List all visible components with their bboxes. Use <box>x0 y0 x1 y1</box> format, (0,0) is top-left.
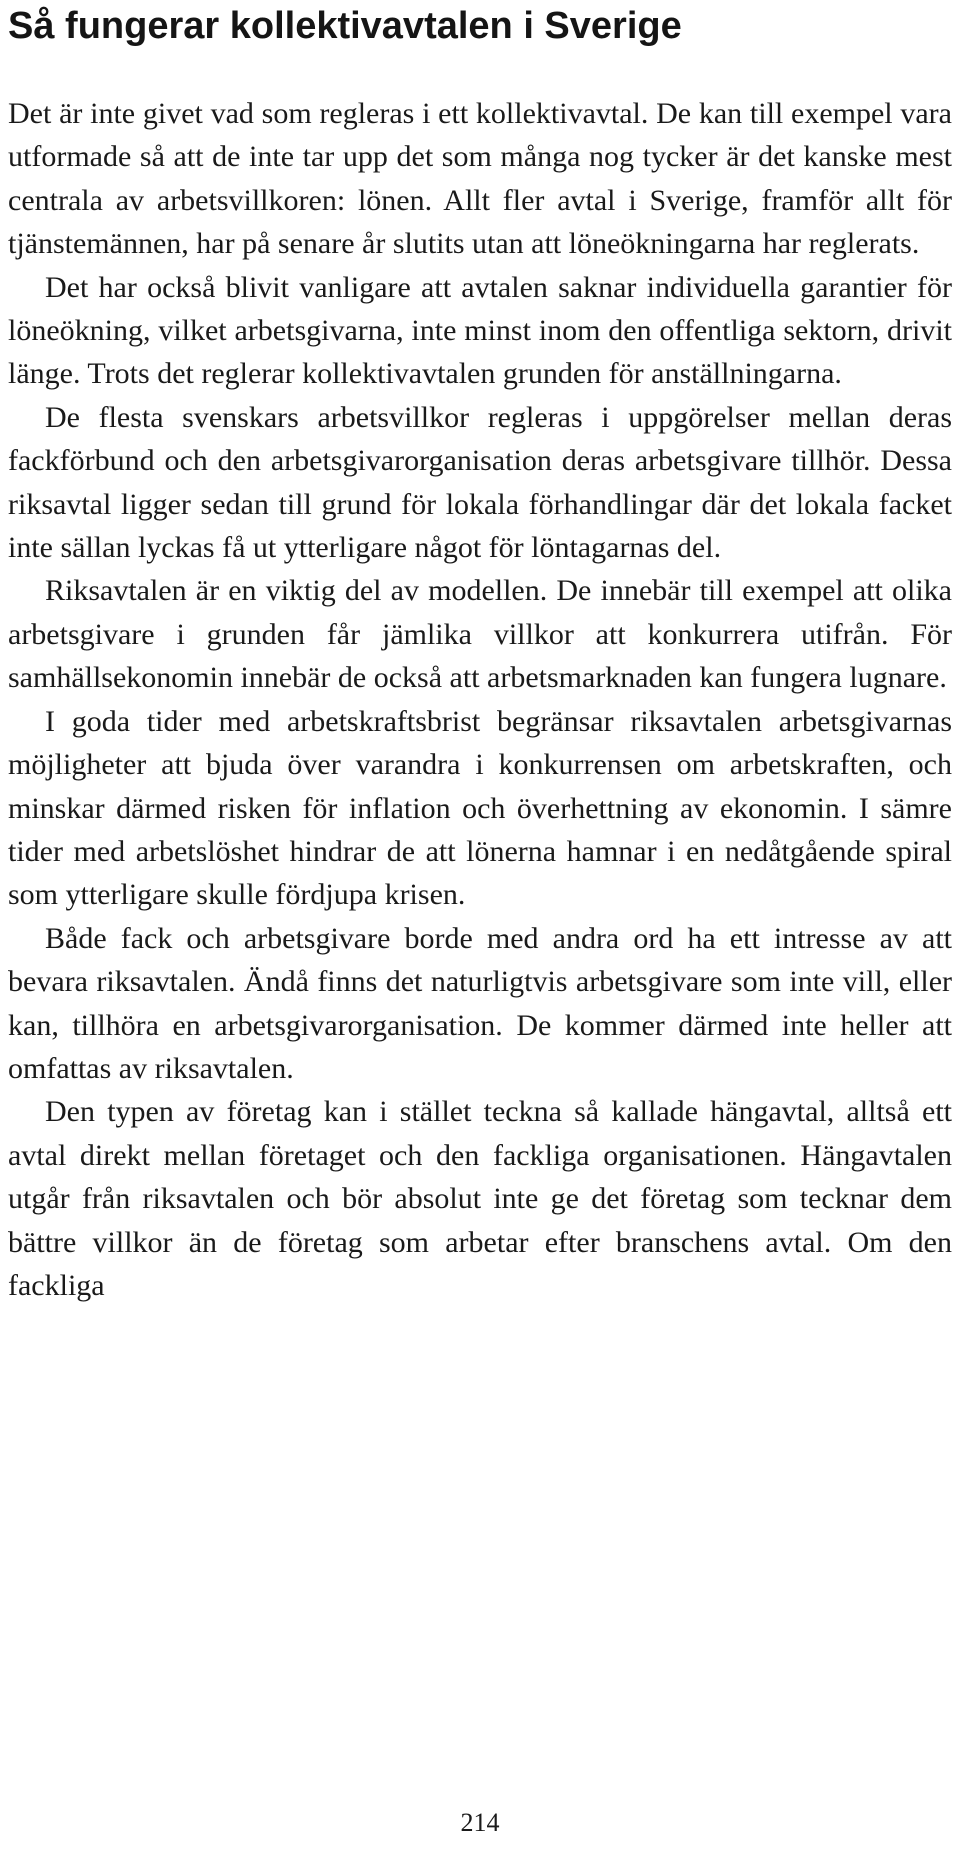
paragraph-6: Både fack och arbetsgivare borde med andra ord ha ett intresse av att bevara riksavtalen. Ändå finns det naturligtvis arbetsgivare som inte vill, eller kan, tillhöra en arbetsgivarorganisation. De kommer därmed inte heller att omfattas av riksavtalen. <box>8 921 952 1085</box>
paragraph-1: Det är inte givet vad som regleras i ett kollektivavtal. De kan till exempel vara utformade så att de inte tar upp det som många nog tycker är det kanske mest centrala av arbetsvillkoren: lönen. Allt fler avtal i Sverige, framför allt för tjänstemännen, har på senare år slutits utan att löneökningarna har reglerats. <box>8 97 952 261</box>
paragraph-3: De flesta svenskars arbetsvillkor regleras i uppgörelser mellan deras fackförbund och den arbetsgivarorganisation deras arbetsgivare tillhör. Dessa riksavtal ligger sedan till grund för lokala förhandlingar där det lokala facket inte sällan lyckas få ut ytterligare något för löntagarnas del. <box>8 400 952 565</box>
paragraph-2: Det har också blivit vanligare att avtalen saknar individuella garantier för löneökning, vilket arbetsgivarna, inte minst inom den offentliga sektorn, drivit länge. Trots det reglerar kollektivavtalen grunden för anställningarna. <box>8 270 952 391</box>
paragraph-5: I goda tider med arbetskraftsbrist begränsar riksavtalen arbetsgivarnas möjligheter att bjuda över varandra i konkurrensen om arbetskraften, och minskar därmed risken för inflation och överhettning av ekonomin. I sämre tider med arbetslöshet hindrar de att lönerna hamnar i en nedåtgående spiral som ytterligare skulle fördjupa krisen. <box>8 704 952 912</box>
section-heading: Så fungerar kollektivavtalen i Sverige <box>8 5 682 47</box>
paragraph-4: Riksavtalen är en viktig del av modellen. De innebär till exempel att olika arbetsgivare i grunden får jämlika villkor att konkurrera utifrån. För samhällsekonomin innebär de också att arbetsmarknaden kan fungera lugnare. <box>8 574 952 695</box>
body-text <box>8 92 952 1307</box>
paragraph-7: Den typen av företag kan i stället teckna så kallade hängavtal, alltså ett avtal direkt mellan företaget och den fackliga organisationen. Hängavtalen utgår från riksavtalen och bör absolut inte ge det företag som tecknar dem bättre villkor än de företag som arbetar efter branschens avtal. Om den fackliga <box>8 1095 952 1302</box>
page-number: 214 <box>460 1808 500 1837</box>
